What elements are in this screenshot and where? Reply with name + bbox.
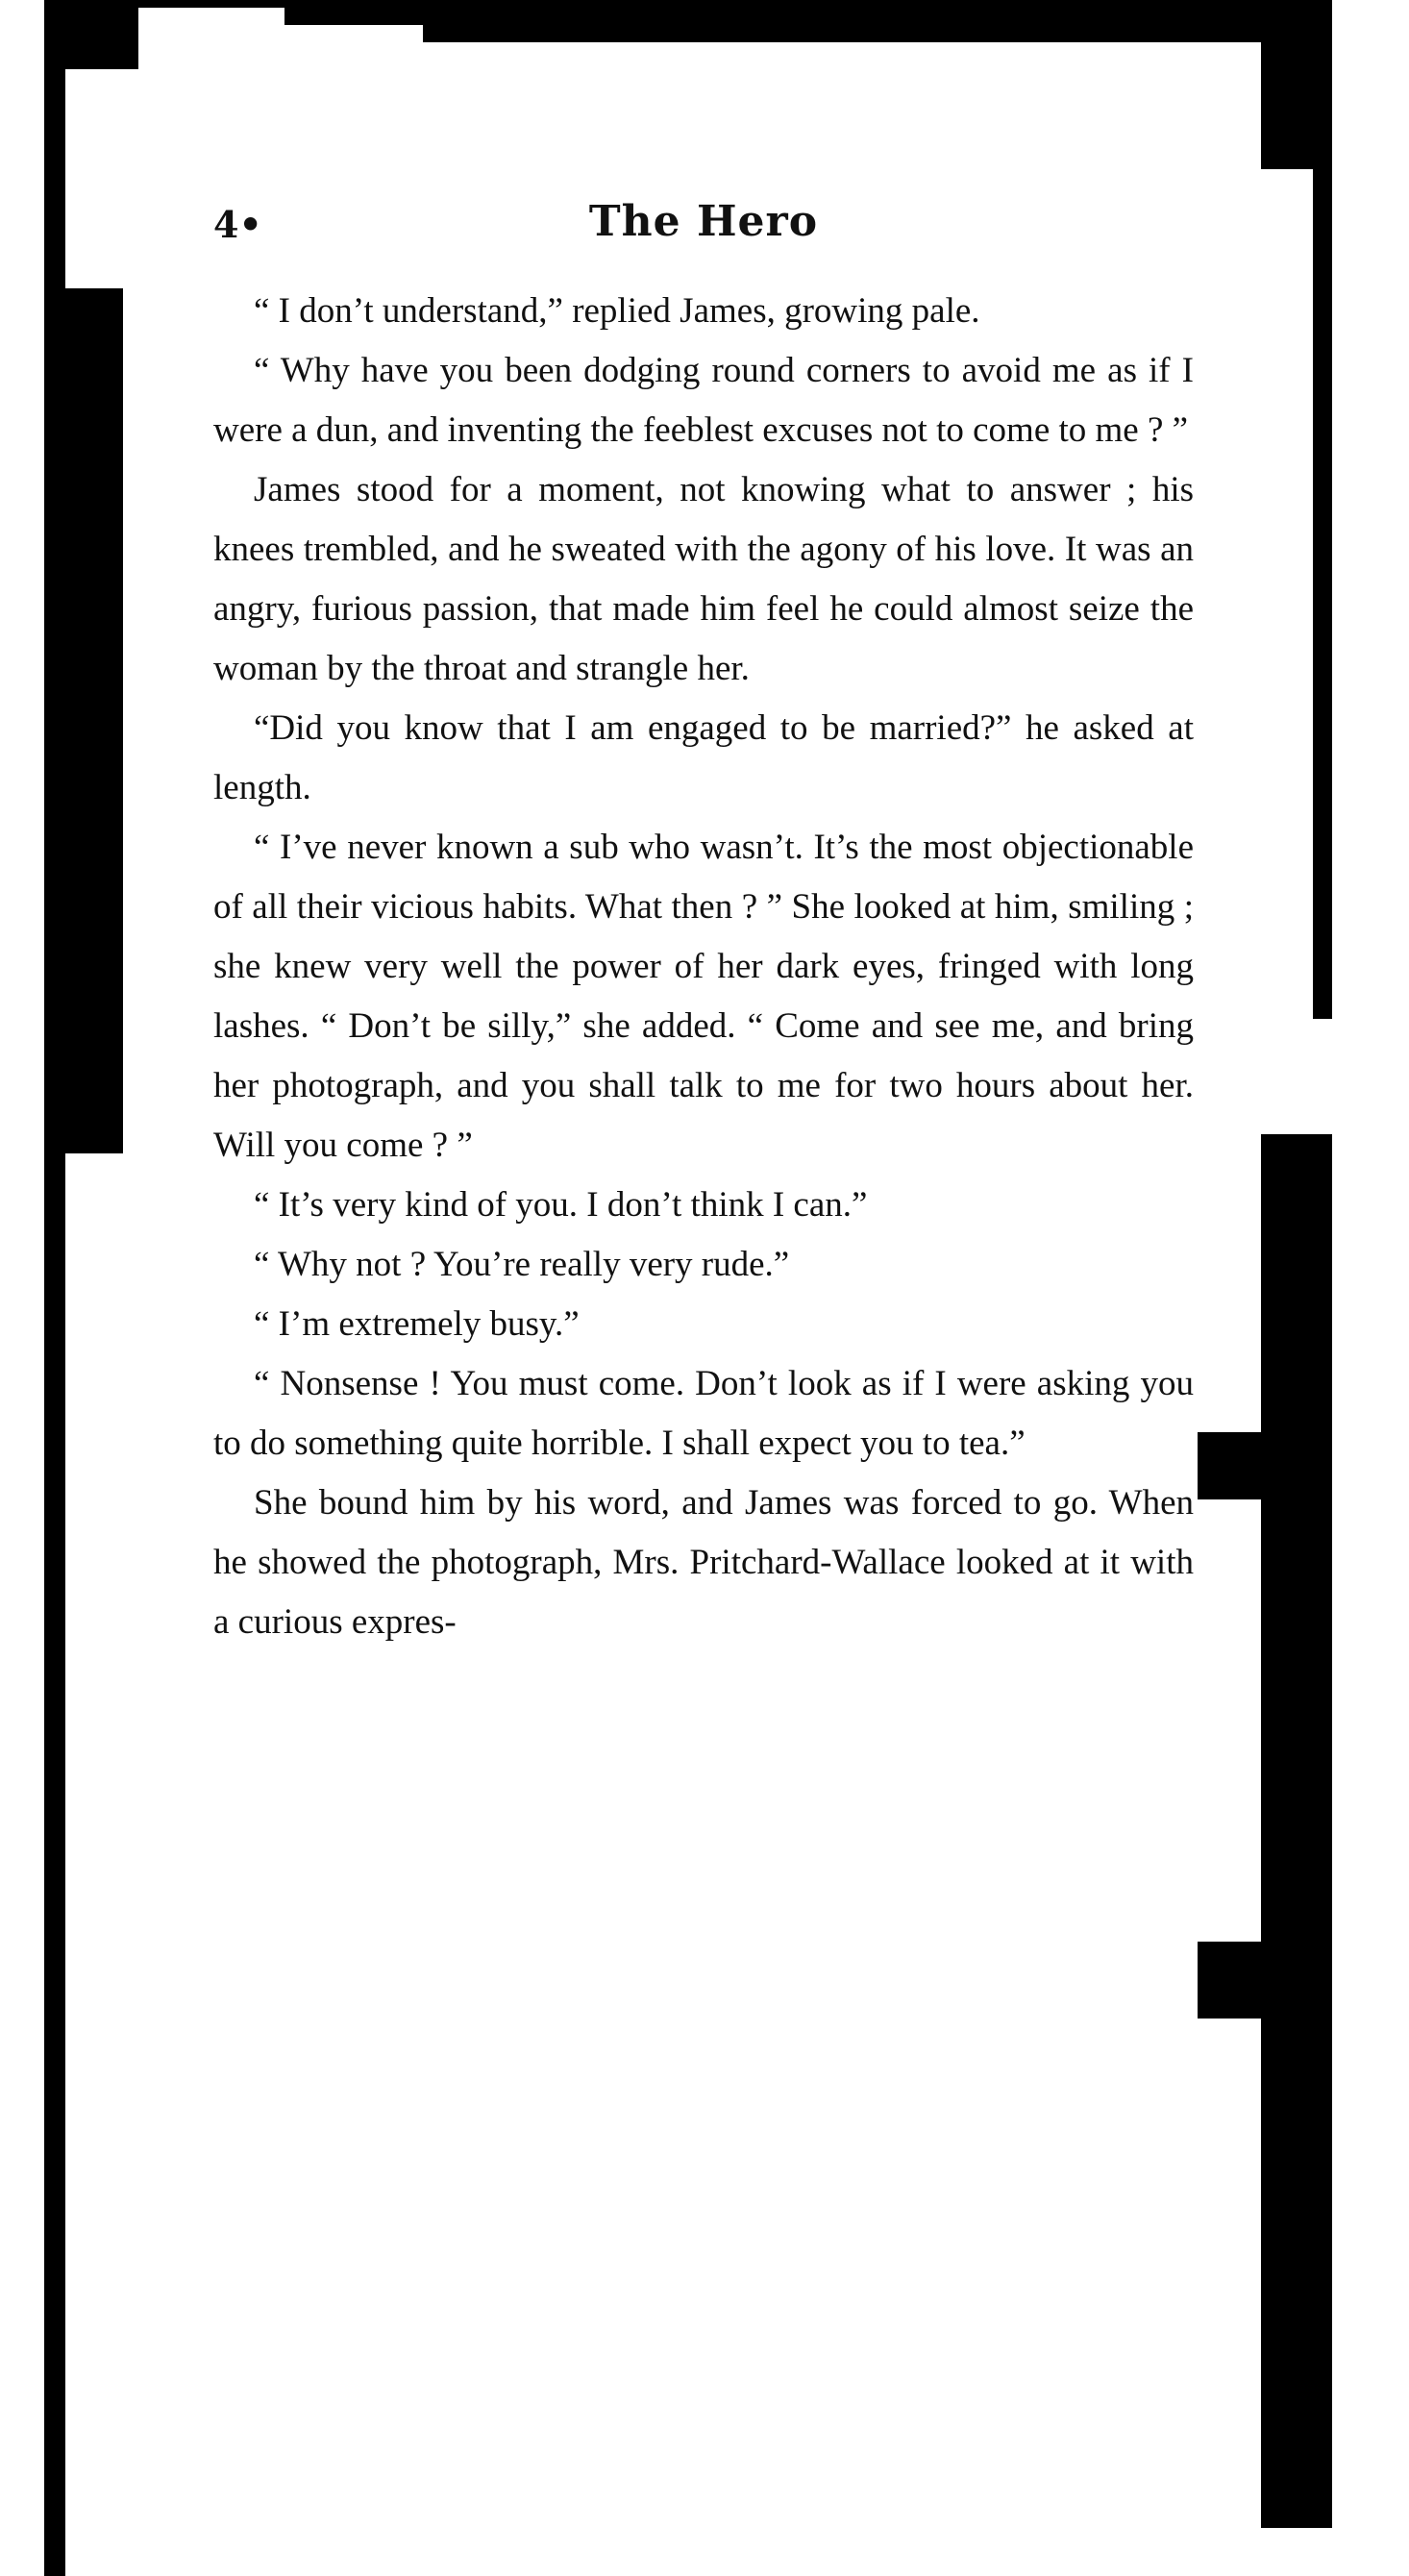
paragraph-4: “Did you know that I am engaged to be married?” he asked at length. xyxy=(213,708,1194,807)
paragraph-7: “ Why not ? You’re really very rude.” xyxy=(254,1245,790,1284)
paragraph-9: “ Nonsense ! You must come. Don’t look as if I were asking you to do something quite horrible. I shall expect you to tea.” xyxy=(213,1364,1194,1463)
scan-border-right xyxy=(1313,0,1332,1019)
scan-border-top xyxy=(423,0,1332,42)
paragraph-5: “ I’ve never known a sub who wasn’t. It’s the most objectionable of all their vicious habits. What then ? ” She looked at him, smiling ; she knew very well the power of her dark eyes, fringed with long lashes. “ Don’t be silly,” she added. “ Come and see me, and bring her photograph, and you shall talk to me for two hours about her. Will you come ? ” xyxy=(213,828,1194,1165)
scan-border-top-step xyxy=(284,0,423,25)
page-header xyxy=(213,197,1194,255)
scan-border-left xyxy=(44,0,65,2576)
page-number: 4• xyxy=(213,203,262,246)
paragraph-10: She bound him by his word, and James was forced to go. When he showed the photograph, Mrs. Pritchard-Wallace looked at it with a curious expres- xyxy=(213,1483,1194,1642)
paragraph-3: James stood for a moment, not knowing what to answer ; his knees trembled, and he sweated with the agony of his love. It was an angry, furious passion, that made him feel he could almost seize the woman by the throat and strangle her. xyxy=(213,470,1194,688)
scan-border-right-lower xyxy=(1261,1134,1332,2528)
paragraph-1: “ I don’t understand,” replied James, growing pale. xyxy=(254,291,980,331)
scan-border-left-inner xyxy=(65,288,123,1153)
paragraph-2: “ Why have you been dodging round corners to avoid me as if I were a dun, and inventing the feeblest excuses not to come to me ? ” xyxy=(213,351,1194,450)
paragraph-6: “ It’s very kind of you. I don’t think I can.” xyxy=(254,1185,868,1225)
book-page xyxy=(213,197,1194,1652)
scan-border-left-corner xyxy=(44,0,138,69)
running-title: The Hero xyxy=(588,197,819,246)
paragraph-8: “ I’m extremely busy.” xyxy=(254,1304,580,1344)
scan-border-right-notch-2 xyxy=(1198,1942,1265,2019)
scan-border-right-notch xyxy=(1198,1432,1265,1499)
